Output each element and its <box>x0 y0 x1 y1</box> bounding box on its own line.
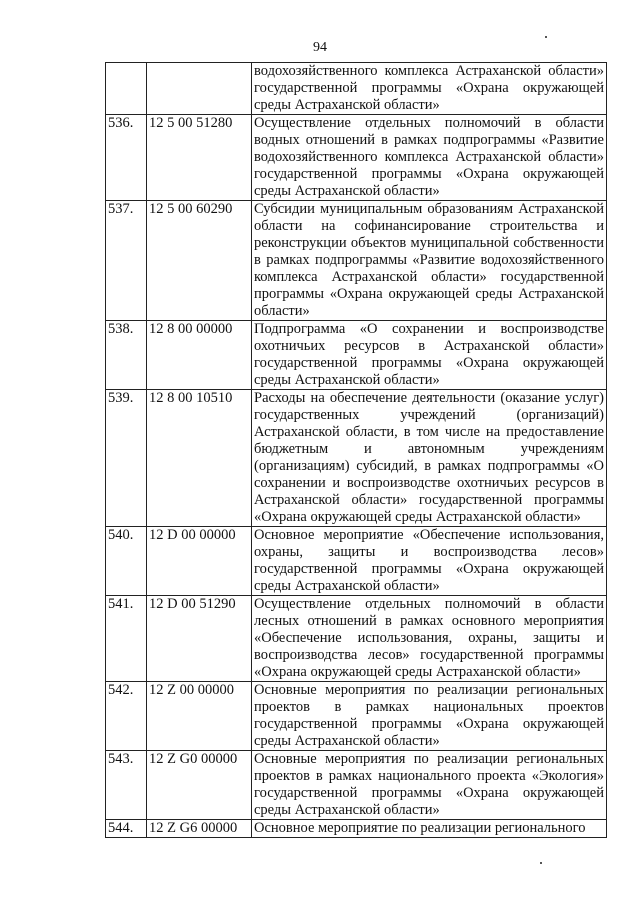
row-code: 12 D 00 51290 <box>147 596 252 682</box>
row-description: водохозяйственного комплекса Астраханской области» государственной программы «Охрана окружающей среды Астраханской области» <box>252 63 607 115</box>
row-code: 12 Z 00 00000 <box>147 682 252 751</box>
row-code <box>147 63 252 115</box>
row-number: 538. <box>106 321 147 390</box>
table-row <box>106 527 607 596</box>
table-row <box>106 596 607 682</box>
table-row <box>106 682 607 751</box>
table-row <box>106 201 607 321</box>
scan-speck <box>540 862 542 864</box>
row-description: Основные мероприятия по реализации региональных проектов в рамках национального проекта «Экология» государственной программы «Охрана окружающей среды Астраханской области» <box>252 751 607 820</box>
row-number: 542. <box>106 682 147 751</box>
row-code: 12 Z G6 00000 <box>147 820 252 838</box>
row-code: 12 D 00 00000 <box>147 527 252 596</box>
table-row <box>106 115 607 201</box>
table-row <box>106 321 607 390</box>
row-description: Основное мероприятие по реализации регионального <box>252 820 607 838</box>
row-description: Расходы на обеспечение деятельности (оказание услуг) государственных учреждений (организаций) Астраханской области, в том числе на предоставление бюджетным и автономным учреждениям (организациям) субсидий, в рамках подпрограммы «О сохранении и воспроизводстве охотничьих ресурсов в Астраханской области» государственной программы «Охрана окружающей среды Астраханской области» <box>252 390 607 527</box>
row-description: Осуществление отдельных полномочий в области лесных отношений в рамках основного мероприятия «Обеспечение использования, охраны, защиты и воспроизводства лесов» государственной программы «Охрана окружающей среды Астраханской области» <box>252 596 607 682</box>
table-row <box>106 63 607 115</box>
row-code: 12 Z G0 00000 <box>147 751 252 820</box>
row-description: Подпрограмма «О сохранении и воспроизводстве охотничьих ресурсов в Астраханской области» государственной программы «Охрана окружающей среды Астраханской области» <box>252 321 607 390</box>
row-number: 536. <box>106 115 147 201</box>
table-row <box>106 390 607 527</box>
row-number: 544. <box>106 820 147 838</box>
row-description: Основное мероприятие «Обеспечение использования, охраны, защиты и воспроизводства лесов» государственной программы «Охрана окружающей среды Астраханской области» <box>252 527 607 596</box>
scan-speck <box>545 36 547 38</box>
row-description: Основные мероприятия по реализации региональных проектов в рамках национальных проектов государственной программы «Охрана окружающей среды Астраханской области» <box>252 682 607 751</box>
row-description: Осуществление отдельных полномочий в области водных отношений в рамках подпрограммы «Развитие водохозяйственного комплекса Астраханской области» государственной программы «Охрана окружающей среды Астраханской области» <box>252 115 607 201</box>
row-code: 12 8 00 00000 <box>147 321 252 390</box>
table-row <box>106 751 607 820</box>
row-number: 540. <box>106 527 147 596</box>
budget-table <box>105 62 607 838</box>
table-row <box>106 820 607 838</box>
row-description: Субсидии муниципальным образованиям Астраханской области на софинансирование строительства и реконструкции объектов муниципальной собственности в рамках подпрограммы «Развитие водохозяйственного комплекса Астраханской области» государственной программы «Охрана окружающей среды Астраханской области» <box>252 201 607 321</box>
row-number <box>106 63 147 115</box>
row-code: 12 5 00 51280 <box>147 115 252 201</box>
row-code: 12 5 00 60290 <box>147 201 252 321</box>
row-number: 539. <box>106 390 147 527</box>
row-number: 537. <box>106 201 147 321</box>
row-number: 541. <box>106 596 147 682</box>
row-code: 12 8 00 10510 <box>147 390 252 527</box>
row-number: 543. <box>106 751 147 820</box>
page-number: 94 <box>313 40 327 55</box>
